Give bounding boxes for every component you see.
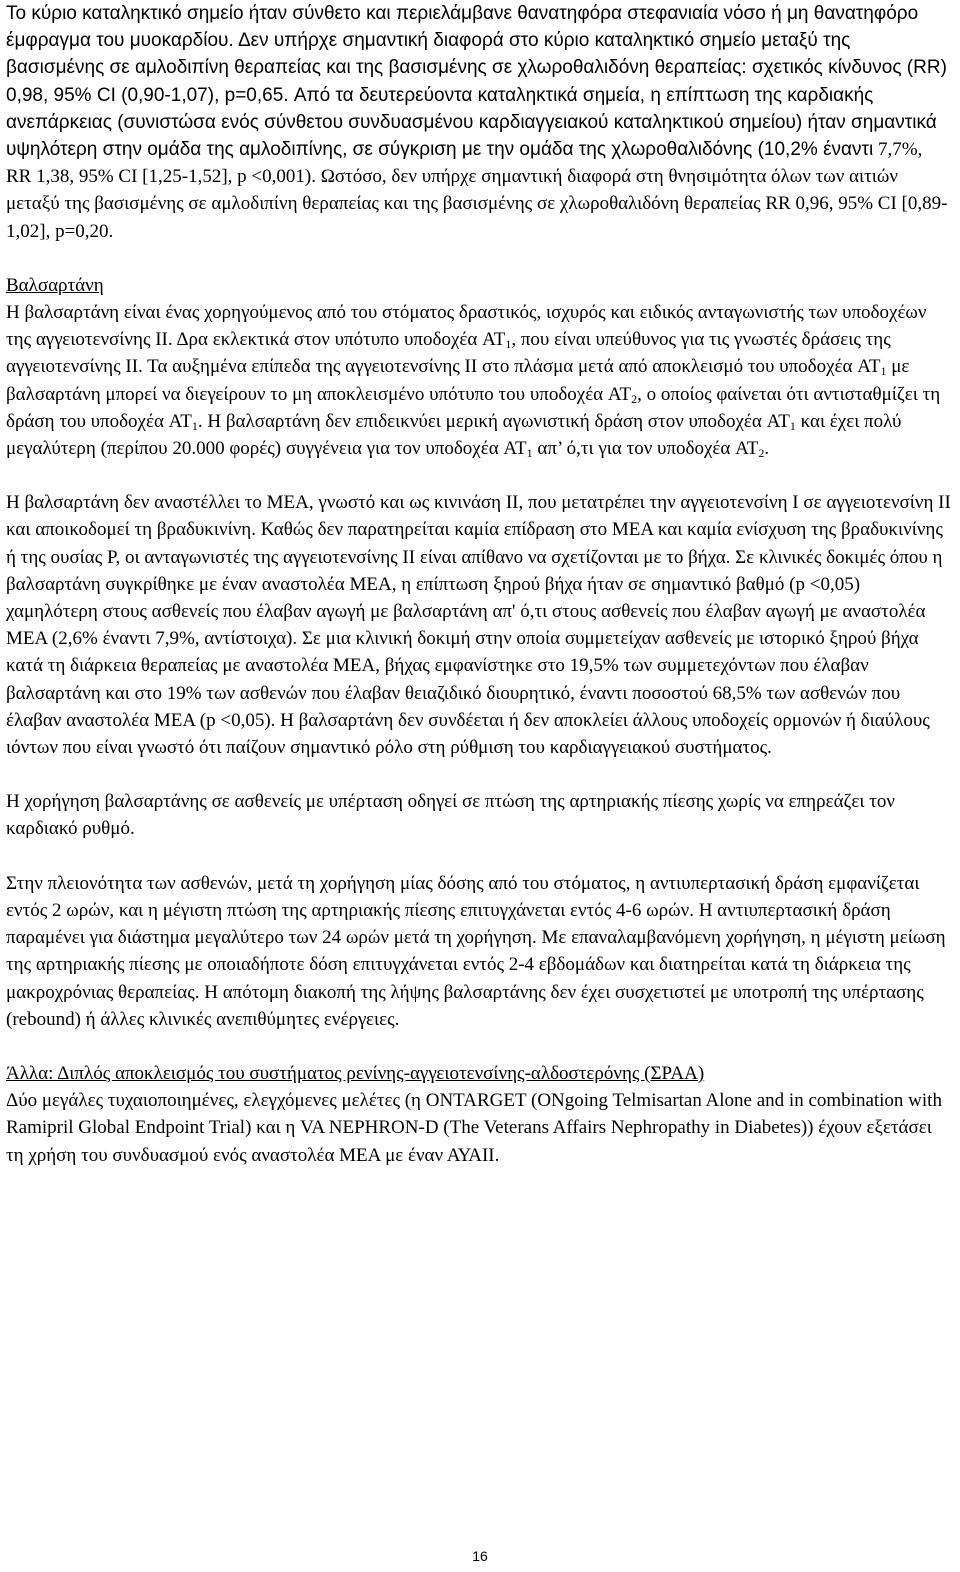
document-page bbox=[6, 0, 952, 1169]
paragraph-antihypertensive-onset: Στην πλειονότητα των ασθενών, μετά τη χορήγηση μίας δόσης από του στόματος, η αντιυπερτασική δράση εμφανίζεται εντός 2 ωρών, και η μέγιστη πτώση της αρτηριακής πίεσης επιτυγχάνεται εντός 4-6 ωρών. Η αντιυπερτασική δράση παραμένει για διάστημα μεγαλύτερο των 24 ωρών μετά τη χορήγηση. Με επαναλαμβανόμενη χορήγηση, η μέγιστη μείωση της αρτηριακής πίεσης με οποιαδήποτε δόση επιτυγχάνεται εντός 2-4 εβδομάδων και διατηρείται κατά τη διάρκεια της μακροχρόνιας θεραπείας. Η απότομη διακοπή της λήψης βαλσαρτάνης δεν έχει συσχετιστεί με υποτροπή της υπέρτασης (rebound) ή άλλες κλινικές ανεπιθύμητες ενέργειες. bbox=[6, 872, 946, 1030]
subscript: 1 bbox=[526, 446, 533, 461]
paragraph-text-serif: 7,7%, RR 1,38, 95% CI [1,25-1,52], p <0,001). Ωστόσο, δεν υπήρχε σημαντική διαφορά στη θνησιμότητα όλων των αιτιών μεταξύ της βασισμένης σε αμλοδιπίνη θεραπείας και της βασισμένης σε χλωροθαλιδόνη θεραπείας RR 0,96, 95% CI [0,89-1,02], p=0,20. bbox=[6, 139, 948, 242]
text-span: . bbox=[764, 438, 770, 460]
subscript: 2 bbox=[631, 391, 638, 406]
text-span: απ’ ό,τι για τον υποδοχέα AT bbox=[532, 438, 759, 460]
text-span: με βαλσαρτάνη μπορεί να διεγείρουν το μη αποκλεισμένο υπότυπο του υποδοχέα AT bbox=[6, 356, 910, 405]
text-span: , που είναι υπεύθυνος για τις γνωστές δράσεις της αγγειοτενσίνης ΙΙ. Τα αυξημένα επίπεδα της αγγειοτενσίνης ΙΙ στο πλάσμα μετά από αποκλεισμό του υποδοχέα AT bbox=[6, 329, 891, 378]
paragraph-ace-cough: Η βαλσαρτάνη δεν αναστέλλει το ΜΕΑ, γνωστό και ως κινινάση ΙΙ, που μετατρέπει την αγγειοτενσίνη Ι σε αγγειοτενσίνη ΙΙ και αποικοδομεί τη βραδυκινίνη. Καθώς δεν παρατηρείται καμία επίδραση στο ΜΕΑ και καμία ενίσχυση της βραδυκινίνης ή της ουσίας P, οι ανταγωνιστές της αγγειοτενσίνης ΙΙ είναι απίθανο να σχετίζονται με το βήχα. Σε κλινικές δοκιμές όπου η βαλσαρτάνη συγκρίθηκε με έναν αναστολέα ΜΕΑ, η επίπτωση ξηρού βήχα ήταν σε σημαντικό βαθμό (p <0,05) χαμηλότερη στους ασθενείς που έλαβαν αγωγή με βαλσαρτάνη απ' ό,τι στους ασθενείς που έλαβαν αγωγή με αναστολέα ΜΕΑ (2,6% έναντι 7,9%, αντίστοιχα). Σε μια κλινική δοκιμή στην οποία συμμετείχαν ασθενείς με ιστορικό ξηρού βήχα κατά τη διάρκεια θεραπείας με αναστολέα ΜΕΑ, βήχας εμφανίστηκε στο 19,5% των συμμετεχόντων που έλαβαν βαλσαρτάνη και στο 19% των ασθενών που έλαβαν θειαζιδικό διουρητικό, έναντι ποσοστού 68,5% των ασθενών που έλαβαν αναστολέα ΜΕΑ (p <0,05). Η βαλσαρτάνη δεν συνδέεται ή δεν αποκλείει άλλους υποδοχείς ορμονών ή διαύλους ιόντων που είναι γνωστό ότι παίζουν σημαντικό ρόλο στη ρύθμιση του καρδιαγγειακού συστήματος. bbox=[6, 492, 951, 759]
paragraph-valsartan-mechanism bbox=[6, 299, 952, 462]
page-number: 16 bbox=[472, 1548, 488, 1564]
paragraph-blood-pressure: Η χορήγηση βαλσαρτάνης σε ασθενείς με υπέρταση οδηγεί σε πτώση της αρτηριακής πίεσης χωρίς να επηρεάζει τον καρδιακό ρυθμό. bbox=[6, 791, 895, 840]
other-heading-text: Άλλα: Διπλός αποκλεισμός του συστήματος ρενίνης-αγγειοτενσίνης-αλδοστερόνης (ΣΡΑΑ) bbox=[6, 1062, 705, 1084]
subscript: 1 bbox=[880, 364, 887, 379]
other-heading bbox=[6, 1060, 952, 1087]
text-span: και έχει πολύ μεγαλύτερη (περίπου 20.000 φορές) συγγένεια για τον υποδοχέα AT bbox=[6, 410, 902, 460]
subscript: 1 bbox=[789, 418, 796, 433]
valsartan-heading-text: Βαλσαρτάνη bbox=[6, 274, 104, 296]
text-span: . Η βαλσαρτάνη δεν επιδεικνύει μερική αγωνιστική δράση στον υποδοχέα AT bbox=[197, 410, 790, 432]
paragraph-primary-endpoint bbox=[6, 0, 952, 245]
text-span: Η βαλσαρτάνη είναι ένας χορηγούμενος από του στόματος δραστικός, ισχυρός και ειδικός ανταγωνιστής των υποδοχέων της αγγειοτενσίνης ΙΙ. Δρα εκλεκτικά στον υπότυπο υποδοχέα AT bbox=[6, 302, 927, 351]
subscript: 1 bbox=[505, 337, 512, 352]
text-span: , ο οποίος φαίνεται ότι αντισταθμίζει τη δράση του υποδοχέα AT bbox=[6, 383, 941, 432]
subscript: 2 bbox=[758, 446, 765, 461]
paragraph-text-sans: Το κύριο καταληκτικό σημείο ήταν σύνθετο και περιελάμβανε θανατηφόρα στεφανιαία νόσο ή μη θανατηφόρο έμφραγμα του μυοκαρδίου. Δεν υπήρχε σημαντική διαφορά στο κύριο καταληκτικό σημείο μεταξύ της βασισμένης σε αμλοδιπίνη θεραπείας και της βασισμένης σε χλωροθαλιδόνη θεραπείας: σχετικός κίνδυνος (RR) 0,98, 95% CI (0,90-1,07), p=0,65. Από τα δευτερεύοντα καταληκτικά σημεία, η επίπτωση της καρδιακής ανεπάρκειας (συνιστώσα ενός σύνθετου συνδυασμένου καρδιαγγειακού καταληκτικού σημείου) ήταν σημαντικά υψηλότερη στην ομάδα της αμλοδιπίνης, σε σύγκριση με την ομάδα της χλωροθαλιδόνης (10,2% έναντι bbox=[6, 3, 947, 161]
subscript: 1 bbox=[191, 418, 198, 433]
paragraph-dual-blockade: Δύο μεγάλες τυχαιοποιημένες, ελεγχόμενες μελέτες (η ONTARGET (ONgoing Telmisartan Alone and in combination with Ramipril Global Endpoint Trial) και η VA NEPHRON-D (The Veterans Affairs Nephropathy in Diabetes)) έχουν εξετάσει τη χρήση του συνδυασμού ενός αναστολέα ΜΕΑ με έναν ΑΥΑΙΙ. bbox=[6, 1090, 942, 1166]
valsartan-heading bbox=[6, 272, 952, 299]
